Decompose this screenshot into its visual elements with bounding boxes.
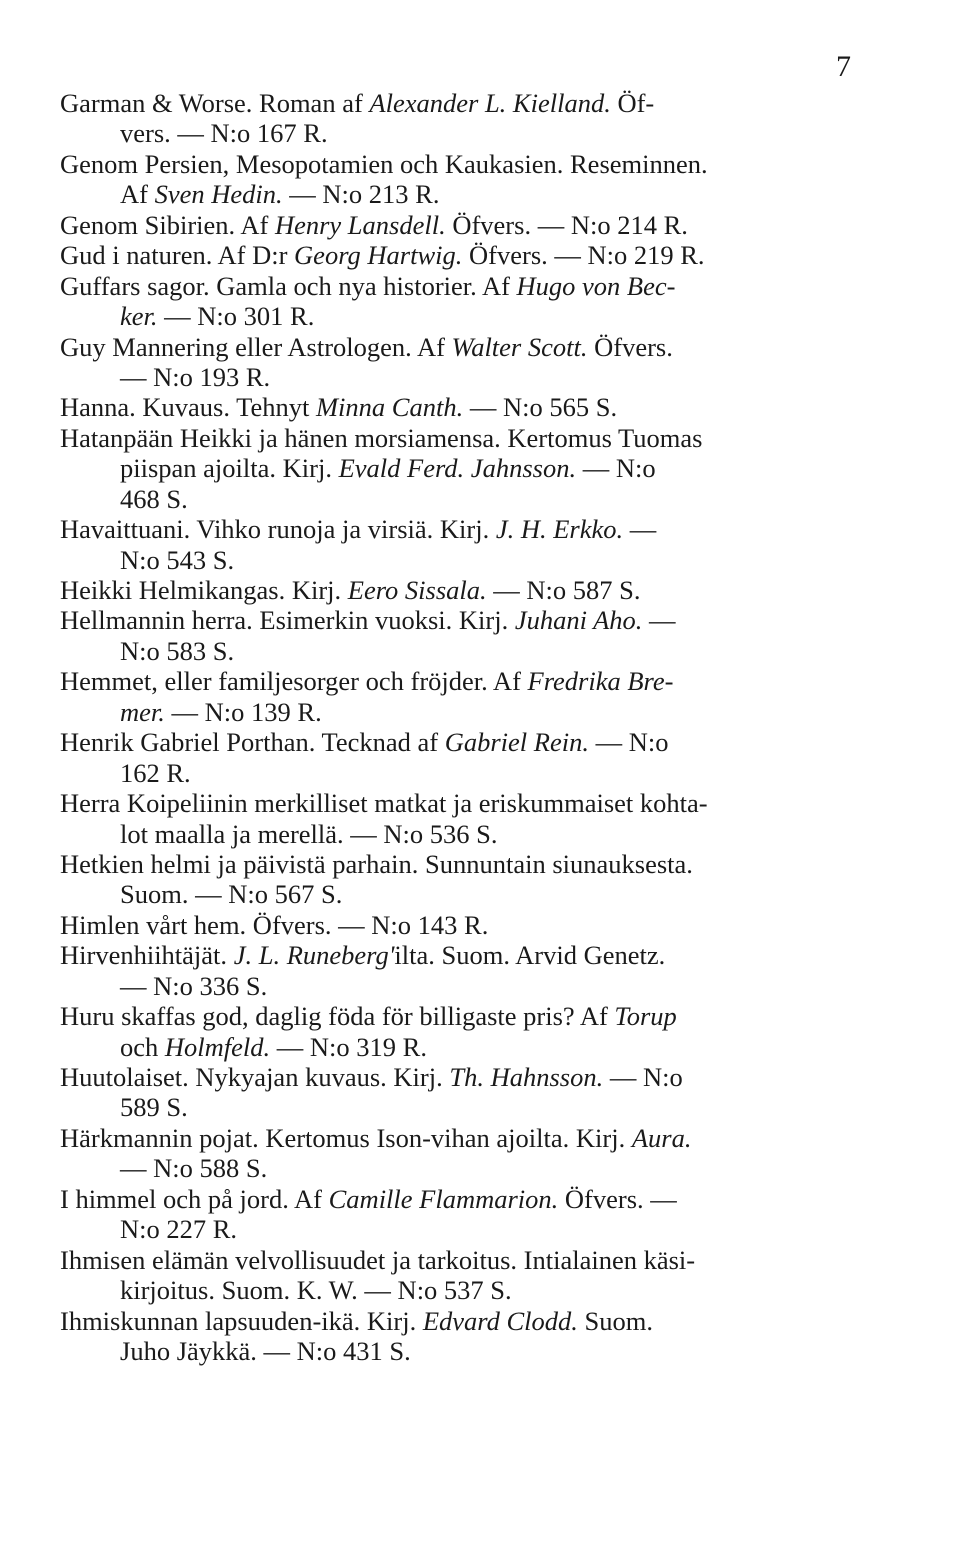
entry-line — [60, 879, 860, 909]
entry-text: Ihmiskunnan lapsuuden-ikä. Kirj. — [60, 1305, 423, 1336]
entry-tail: Suom. — [577, 1305, 654, 1336]
entry-text: Af — [120, 179, 155, 210]
entry-tail: — N:o — [576, 453, 656, 484]
entry-author-italic: Juhani Aho. — [514, 605, 643, 636]
entry-tail: — N:o 301 R. — [157, 301, 315, 332]
page-number: 7 — [836, 50, 851, 83]
entry-line — [60, 971, 860, 1001]
catalog-entry — [60, 1062, 860, 1123]
entry-text: N:o 543 S. — [120, 544, 235, 575]
entry-author-italic: Edvard Clodd. — [422, 1305, 578, 1336]
entry-line — [60, 332, 860, 362]
catalog-entry — [60, 332, 860, 393]
entry-tail: Öfvers. — N:o 214 R. — [445, 209, 688, 240]
entry-line — [60, 453, 860, 483]
entry-line — [60, 940, 860, 970]
entry-tail: — N:o 139 R. — [164, 696, 322, 727]
entry-line — [60, 727, 860, 757]
entry-line — [60, 1001, 860, 1031]
entry-text: Hellmannin herra. Esimerkin vuoksi. Kirj. — [60, 605, 515, 636]
catalog-entry — [60, 575, 860, 605]
entry-author-italic: Georg Hartwig. — [294, 240, 463, 271]
entry-text: 468 S. — [120, 483, 188, 514]
catalog-entry — [60, 605, 860, 666]
entry-text: I himmel och på jord. Af — [60, 1183, 329, 1214]
entry-line — [60, 484, 860, 514]
entry-line — [60, 423, 860, 453]
entry-tail: — N:o 213 R. — [282, 179, 440, 210]
entry-line — [60, 605, 860, 635]
entry-tail: — — [623, 514, 657, 545]
entry-author-italic: Henry Lansdell. — [274, 209, 446, 240]
entry-text: lot maalla ja merellä. — N:o 536 S. — [120, 818, 498, 849]
catalog-entry — [60, 1184, 860, 1245]
entry-line — [60, 697, 860, 727]
entry-text: Herra Koipeliinin merkilliset matkat ja eriskummaiset kohta- — [60, 788, 708, 819]
entry-author-italic: Sven Hedin. — [154, 179, 283, 210]
entry-author-italic: ker. — [120, 301, 158, 332]
catalog-entry — [60, 149, 860, 210]
entry-line — [60, 1214, 860, 1244]
entry-text: Hatanpään Heikki ja hänen morsiamensa. Kertomus Tuomas — [60, 422, 703, 453]
entry-tail: Öf- — [610, 88, 655, 118]
entry-author-italic: Camille Flammarion. — [328, 1183, 559, 1214]
entry-author-italic: Hugo von Bec- — [516, 270, 676, 301]
entry-text: Hetkien helmi ja päivistä parhain. Sunnuntain siunauksesta. — [60, 848, 693, 879]
entry-author-italic: Aura. — [631, 1122, 692, 1153]
entry-text: Huutolaiset. Nykyajan kuvaus. Kirj. — [60, 1062, 450, 1092]
entry-text: Hirvenhiihtäjät. — [60, 940, 234, 971]
entry-line — [60, 271, 860, 301]
entry-text: Ihmisen elämän velvollisuudet ja tarkoitus. Intialainen käsi- — [60, 1244, 696, 1275]
entry-text: Suom. — N:o 567 S. — [120, 879, 343, 910]
entry-line — [60, 179, 860, 209]
entry-author-italic: Torup — [614, 1001, 677, 1032]
entry-line — [60, 1306, 860, 1336]
entry-author-italic: J. H. Erkko. — [495, 514, 624, 545]
entry-line — [60, 819, 860, 849]
entry-tail: — — [642, 605, 676, 636]
entry-line — [60, 1032, 860, 1062]
entry-line — [60, 301, 860, 331]
entry-text: Heikki Helmikangas. Kirj. — [60, 575, 348, 605]
entry-tail: Öfvers. — N:o 219 R. — [462, 240, 705, 271]
entry-line — [60, 514, 860, 544]
catalog-entry — [60, 1001, 860, 1062]
entry-line — [60, 1336, 860, 1366]
entry-author-italic: Minna Canth. — [315, 392, 464, 423]
entry-line — [60, 1275, 860, 1305]
catalog-entry — [60, 727, 860, 788]
catalog-entry — [60, 210, 860, 240]
entry-text: — N:o 588 S. — [120, 1153, 268, 1184]
entry-author-italic: Walter Scott. — [451, 331, 588, 362]
entry-line — [60, 758, 860, 788]
entry-line — [60, 1092, 860, 1122]
entry-line — [60, 788, 860, 818]
entry-text: N:o 227 R. — [120, 1214, 238, 1245]
entry-text: och — [120, 1031, 165, 1062]
entry-author-italic: mer. — [120, 696, 165, 727]
catalog-entry — [60, 392, 860, 422]
catalog-entry — [60, 1245, 860, 1306]
entry-text: N:o 583 S. — [120, 635, 235, 666]
catalog-entry — [60, 1306, 860, 1367]
entry-author-italic: Eero Sissala. — [347, 575, 487, 605]
entry-line — [60, 849, 860, 879]
entry-text: Havaittuani. Vihko runoja ja virsiä. Kirj. — [60, 514, 496, 545]
catalog-entry — [60, 940, 860, 1001]
entry-line — [60, 240, 860, 270]
entry-line — [60, 1153, 860, 1183]
entry-line — [60, 1123, 860, 1153]
entry-author-italic: Gabriel Rein. — [444, 727, 589, 758]
entry-line — [60, 88, 860, 118]
entry-line — [60, 575, 860, 605]
entry-author-italic: Evald Ferd. Jahnsson. — [338, 453, 577, 484]
entry-text: Härkmannin pojat. Kertomus Ison-vihan ajoilta. Kirj. — [60, 1122, 632, 1153]
entry-line — [60, 545, 860, 575]
entry-text: vers. — N:o 167 R. — [120, 118, 328, 149]
entry-author-italic: Holmfeld. — [164, 1031, 271, 1062]
entry-author-italic: J. L. Runeberg' — [233, 940, 395, 971]
entry-line — [60, 666, 860, 696]
entry-author-italic: Alexander L. Kielland. — [369, 88, 611, 118]
entry-text: Himlen vårt hem. Öfvers. — N:o 143 R. — [60, 909, 489, 940]
catalog-entry — [60, 271, 860, 332]
entry-tail: — N:o 565 S. — [463, 392, 618, 423]
entry-line — [60, 362, 860, 392]
entry-text: — N:o 193 R. — [120, 361, 271, 392]
entry-line — [60, 636, 860, 666]
entry-text: Genom Sibirien. Af — [60, 209, 275, 240]
entry-text: Henrik Gabriel Porthan. Tecknad af — [60, 727, 445, 758]
entry-text: — N:o 336 S. — [120, 970, 268, 1001]
entry-text: 589 S. — [120, 1092, 188, 1123]
entry-tail: — N:o 319 R. — [270, 1031, 427, 1062]
entry-author-italic: Th. Hahnsson. — [449, 1062, 604, 1092]
catalog-entry — [60, 240, 860, 270]
entry-line — [60, 1062, 860, 1092]
entry-line — [60, 149, 860, 179]
entry-line — [60, 210, 860, 240]
catalog-entry — [60, 788, 860, 849]
entry-text: piispan ajoilta. Kirj. — [120, 453, 339, 484]
entry-text: Guffars sagor. Gamla och nya historier. Af — [60, 270, 517, 301]
catalog-entry — [60, 1123, 860, 1184]
catalog-entry — [60, 666, 860, 727]
entry-line — [60, 118, 860, 148]
catalog-entry — [60, 514, 860, 575]
catalog-entry — [60, 849, 860, 910]
entry-text: Garman & Worse. Roman af — [60, 88, 370, 118]
entry-text: Genom Persien, Mesopotamien och Kaukasien. Reseminnen. — [60, 148, 708, 179]
entry-tail: — N:o 587 S. — [486, 575, 641, 605]
entry-text: kirjoitus. Suom. K. W. — N:o 537 S. — [120, 1275, 512, 1306]
entry-line — [60, 910, 860, 940]
entry-text: 162 R. — [120, 757, 191, 788]
entry-author-italic: Fredrika Bre- — [527, 666, 674, 697]
entry-text: Juho Jäykkä. — N:o 431 S. — [120, 1335, 411, 1366]
entry-line — [60, 392, 860, 422]
entry-tail: ilta. Suom. Arvid Genetz. — [394, 940, 666, 971]
entry-text: Gud i naturen. Af D:r — [60, 240, 295, 271]
entry-text: Huru skaffas god, daglig föda för billigaste pris? Af — [60, 1001, 615, 1032]
entry-text: Guy Mannering eller Astrologen. Af — [60, 331, 452, 362]
catalog-entry — [60, 88, 860, 149]
entry-text: Hemmet, eller familjesorger och fröjder. Af — [60, 666, 528, 697]
catalog-entry — [60, 423, 860, 514]
entry-tail: Öfvers. — [587, 331, 673, 362]
entry-tail: — N:o — [603, 1062, 683, 1092]
entry-tail: Öfvers. — — [558, 1183, 677, 1214]
entry-tail: — N:o — [588, 727, 669, 758]
entry-line — [60, 1245, 860, 1275]
catalog-entry-list — [60, 88, 860, 1366]
entry-line — [60, 1184, 860, 1214]
catalog-entry — [60, 910, 860, 940]
entry-text: Hanna. Kuvaus. Tehnyt — [60, 392, 316, 423]
